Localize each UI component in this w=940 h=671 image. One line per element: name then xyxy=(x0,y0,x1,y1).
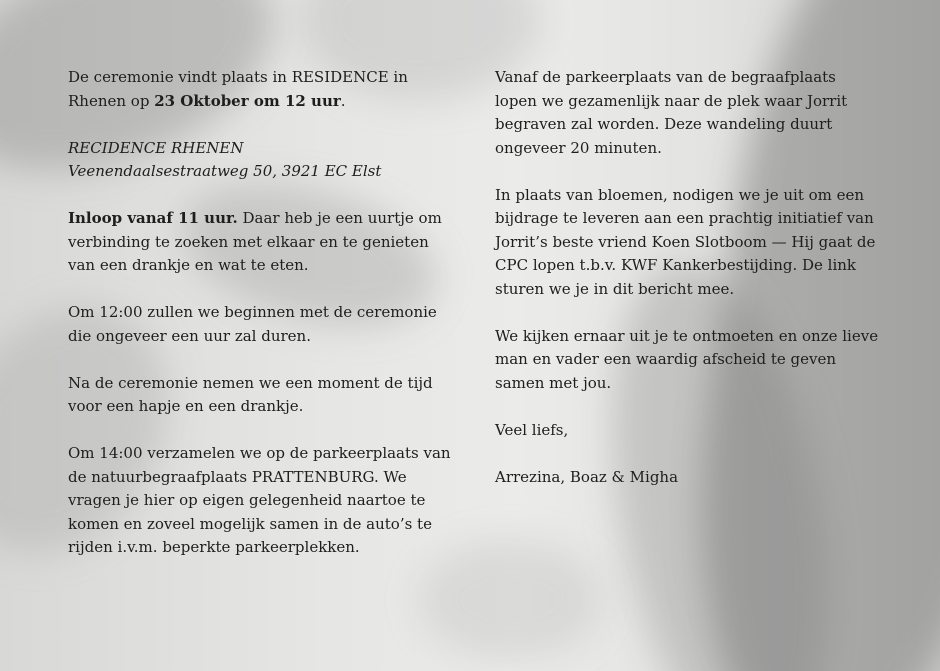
walk-in-text: Daar heb je een uurtje om verbinding te zoeken met elkaar en te genieten van een drankje en wat te eten. xyxy=(68,209,442,274)
left-column xyxy=(68,66,458,583)
ceremony-location-paragraph xyxy=(68,66,458,113)
ceremony-date: 23 Oktober om 12 uur xyxy=(154,91,341,110)
ceremony-location-text: De ceremonie vindt plaats in RESIDENCE in Rhenen op xyxy=(68,68,408,110)
parking-paragraph: Om 14:00 verzamelen we op de parkeerplaats van de natuurbegraafplaats PRATTENBURG. We vragen je hier op eigen gelegenheid naartoe te komen en zoveel mogelijk samen in de auto’s te rijden i.v.m. beperkte parkeerplekken. xyxy=(68,444,451,556)
venue-address: Veenendaalsestraatweg 50, 3921 EC Elst xyxy=(68,162,382,180)
walk-in-time: Inloop vanaf 11 uur. xyxy=(68,209,238,227)
walk-in-paragraph xyxy=(68,207,458,278)
farewell-paragraph: We kijken ernaar uit je te ontmoeten en onze lieve man en vader een waardig afscheid te geven samen met jou. xyxy=(495,326,879,392)
donation-paragraph: In plaats van bloemen, nodigen we je uit om een bijdrage te leveren aan een prachtig initiatief van Jorrit’s beste vriend Koen Slotboom — Hij gaat de CPC lopen t.b.v. KWF Kankerbestijding. De link sturen we je in dit bericht mee. xyxy=(495,185,876,298)
ceremony-start-paragraph: Om 12:00 zullen we beginnen met de ceremonie die ongeveer een uur zal duren. xyxy=(68,303,437,345)
signature-text: Arrezina, Boaz & Migha xyxy=(495,467,679,486)
walk-paragraph: Vanaf de parkeerplaats van de begraafplaats lopen we gezamenlijk naar de plek waar Jorrit begraven zal worden. Deze wandeling duurt ongeveer 20 minuten. xyxy=(495,68,848,157)
right-column xyxy=(495,66,880,513)
after-ceremony-paragraph: Na de ceremonie nemen we een moment de tijd voor een hapje en een drankje. xyxy=(68,373,433,415)
venue-block xyxy=(68,137,458,184)
closing-text: Veel liefs, xyxy=(495,420,569,439)
ceremony-location-end: . xyxy=(340,91,346,110)
venue-name: RECIDENCE RHENEN xyxy=(68,138,244,157)
